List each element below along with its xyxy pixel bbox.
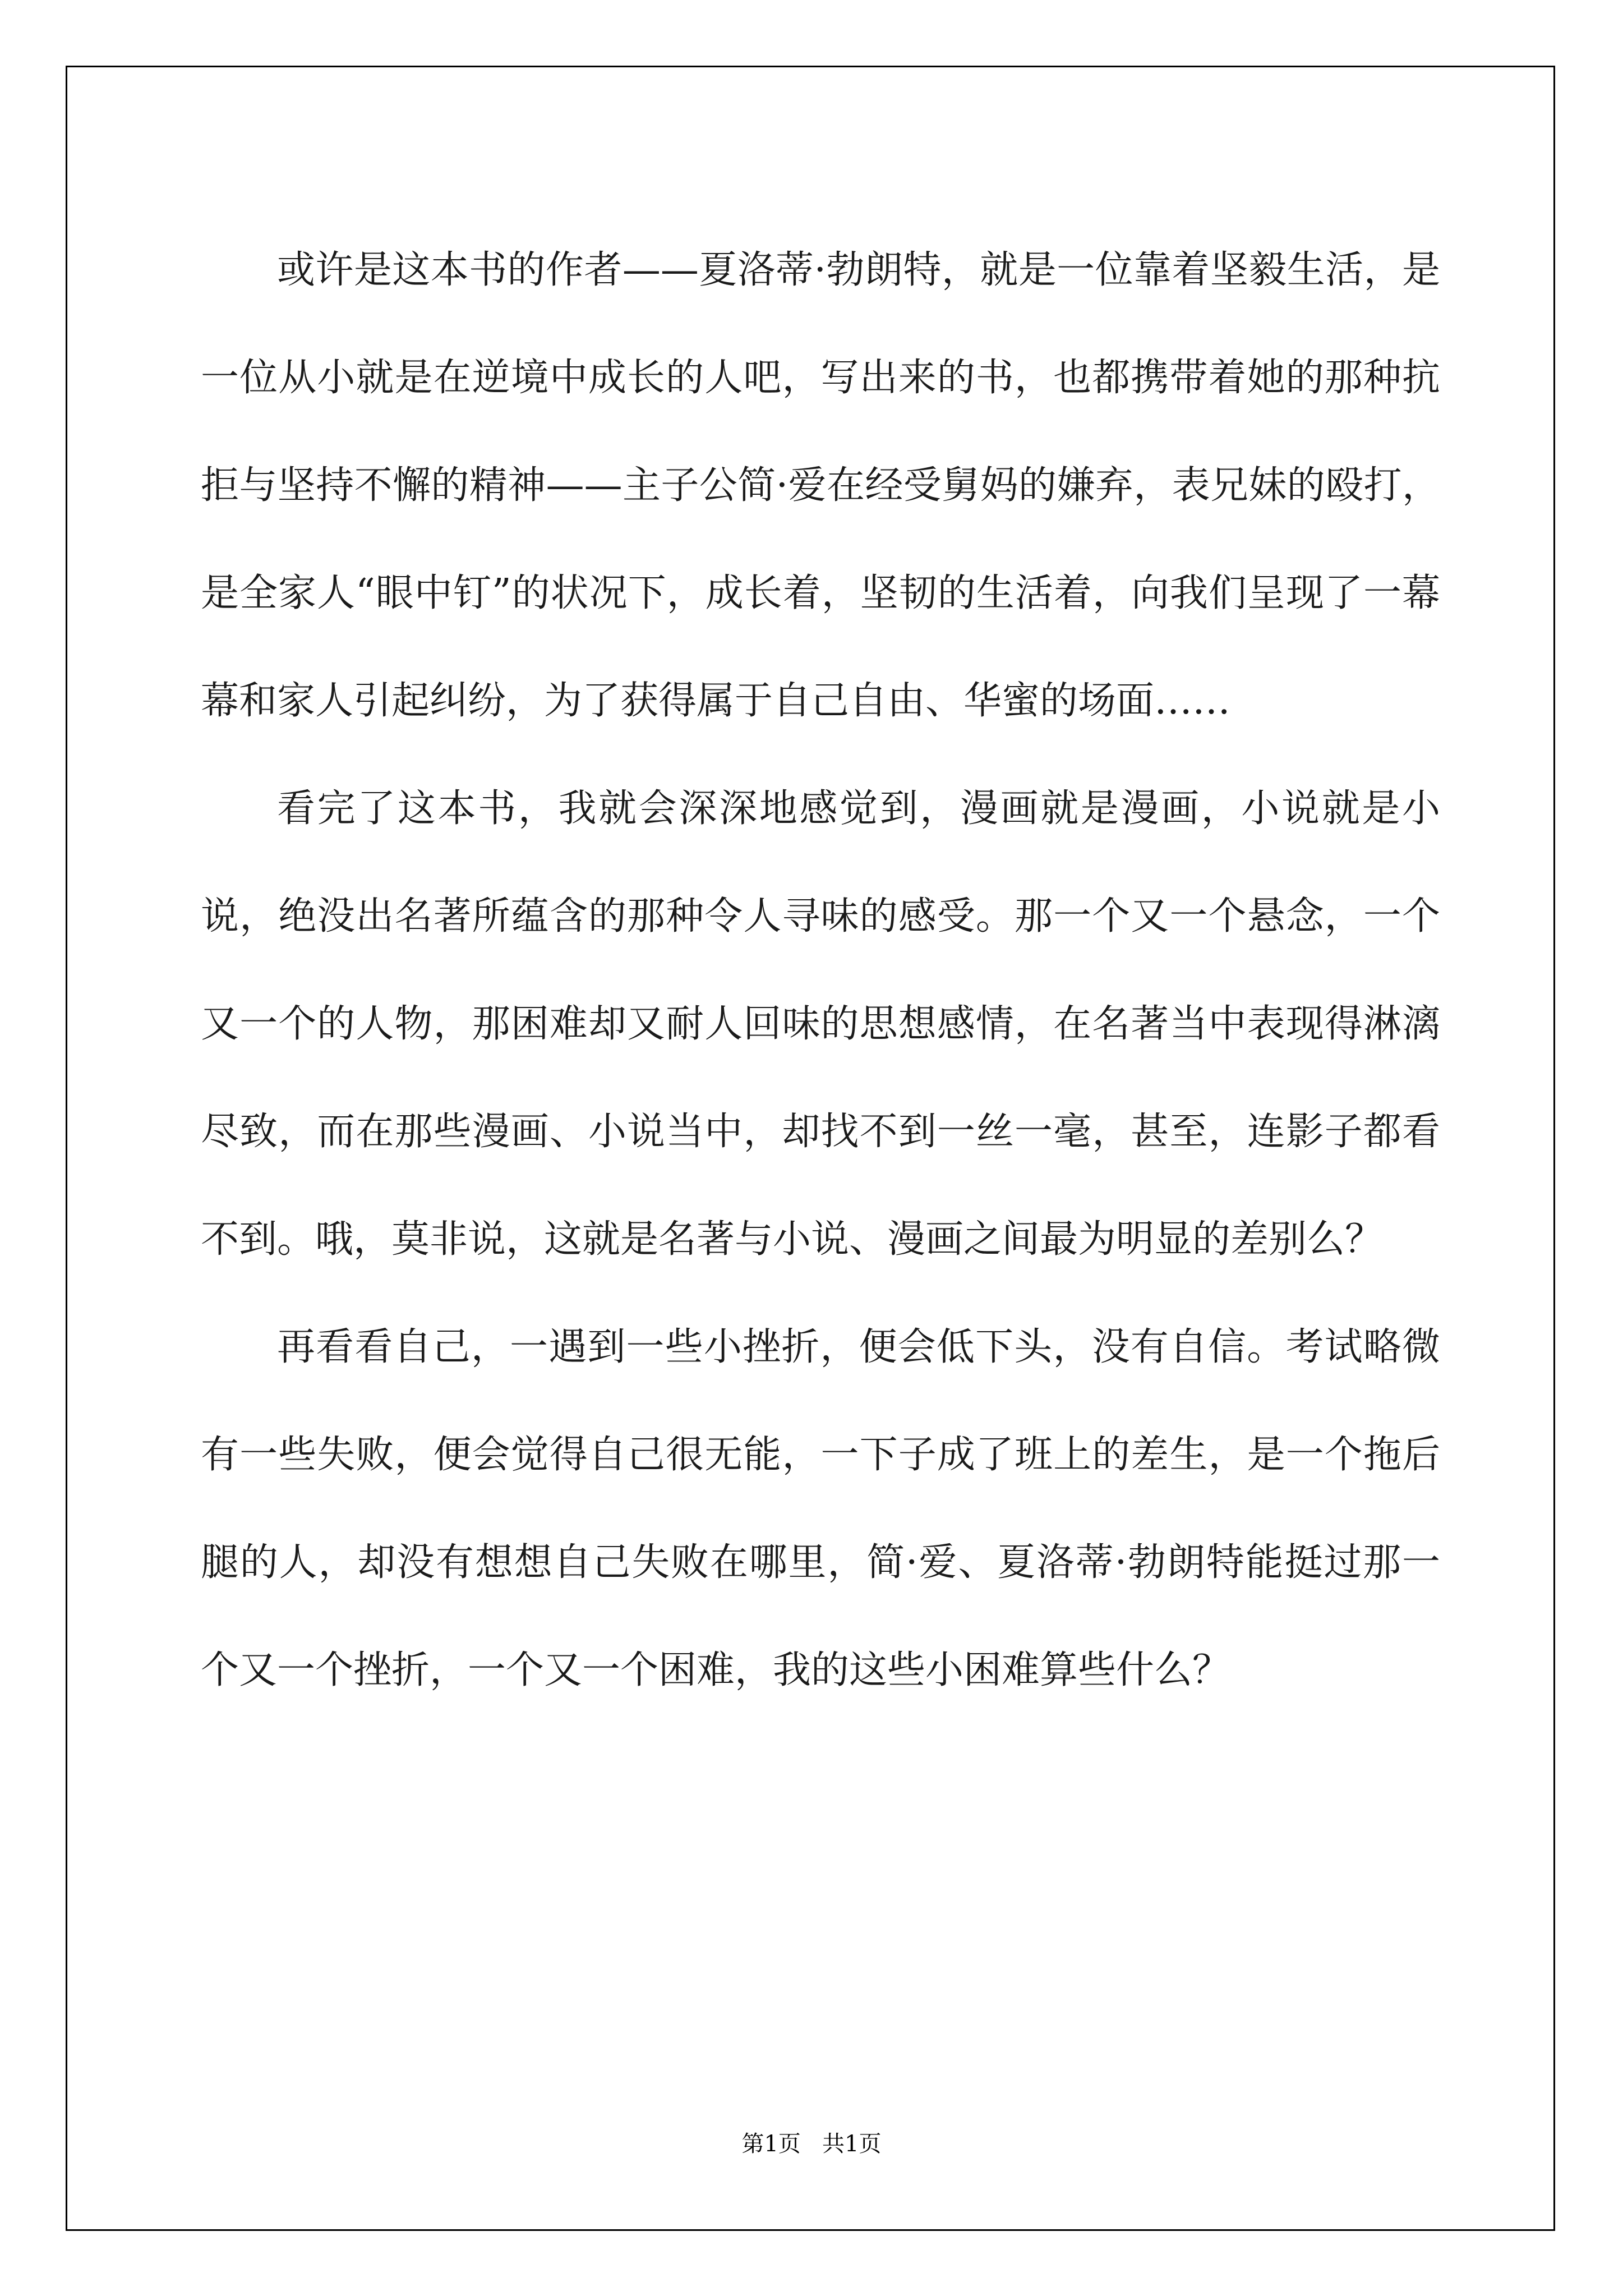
paragraph-2: 看完了这本书，我就会深深地感觉到，漫画就是漫画，小说就是小说，绝没出名著所蕴含的那种令人寻味的感受。那一个又一个悬念，一个又一个的人物，那困难却又耐人回味的思想感情，在名著当中表现得淋漓尽致，而在那些漫画、小说当中，却找不到一丝一毫，甚至，连影子都看不到。哦，莫非说，这就是名著与小说、漫画之间最为明显的差别么？	[201, 786, 1440, 1262]
document-body	[201, 217, 1440, 1724]
paragraph-1: 或许是这本书的作者——夏洛蒂·勃朗特，就是一位靠着坚毅生活，是一位从小就是在逆境中成长的人吧，写出来的书，也都携带着她的那种抗拒与坚持不懈的精神——主子公简·爱在经受舅妈的嫌弃，表兄妹的殴打，是全家人“眼中钉”的状况下，成长着，坚韧的生活着，向我们呈现了一幕幕和家人引起纠纷，为了获得属于自己自由、华蜜的场面……	[201, 248, 1440, 723]
paragraph-3: 再看看自己，一遇到一些小挫折，便会低下头，没有自信。考试略微有一些失败，便会觉得自己很无能，一下子成了班上的差生，是一个拖后腿的人，却没有想想自己失败在哪里，简·爱、夏洛蒂·勃朗特能挺过那一个又一个挫折，一个又一个困难，我的这些小困难算些什么？	[201, 1325, 1440, 1692]
page-footer: 第1页 共1页	[741, 2131, 882, 2157]
